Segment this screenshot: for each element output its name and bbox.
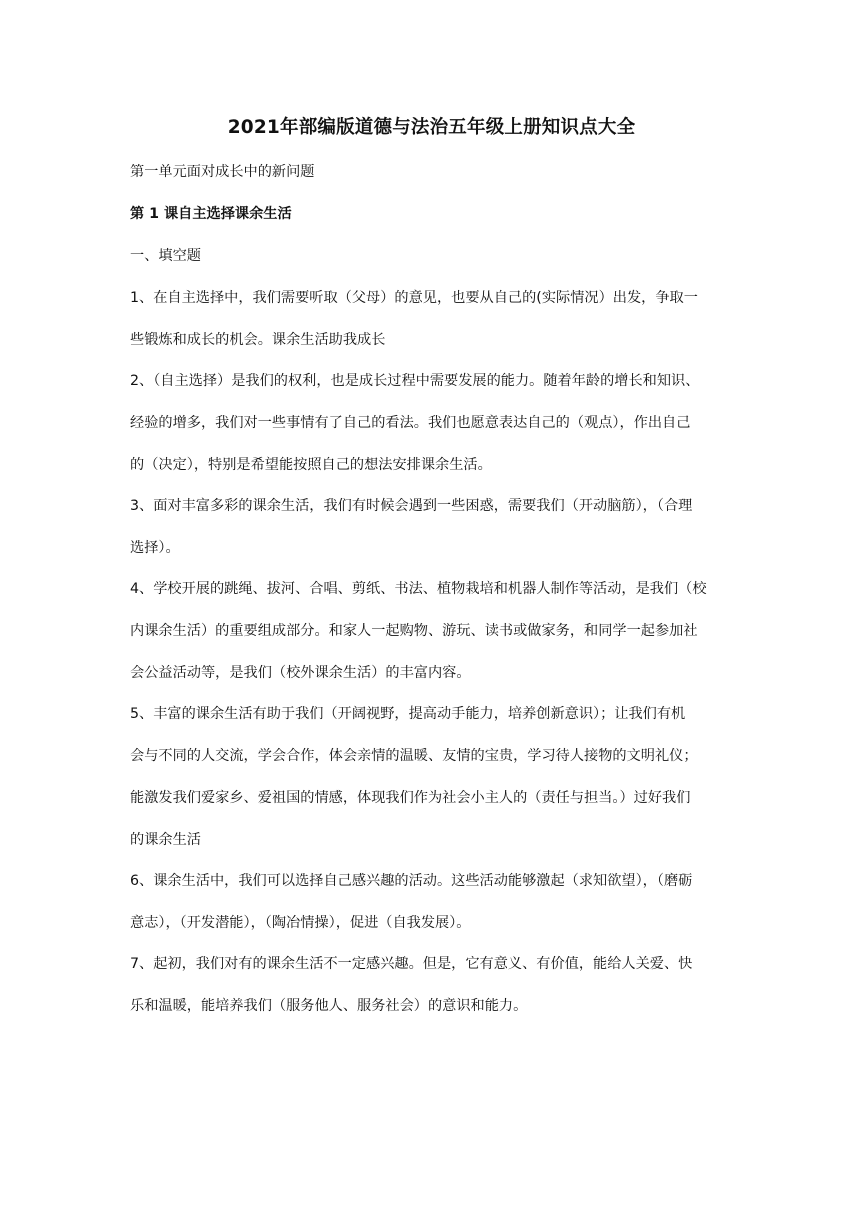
question-item-1 (130, 288, 733, 350)
question-line: 3、面对丰富多彩的课余生活，我们有时候会遇到一些困惑，需要我们（开动脑筋），（合理 (130, 498, 693, 514)
question-line: 的（决定），特别是希望能按照自己的想法安排课余生活。 (130, 457, 492, 473)
question-line: 些锻炼和成长的机会。课余生活助我成长 (130, 332, 386, 348)
question-line: 1、在自主选择中，我们需要听取（父母）的意见，也要从自己的(实际情况）出发，争取一 (130, 290, 698, 306)
question-line: 选择）。 (130, 540, 180, 556)
question-line: 会与不同的人交流，学会合作，体会亲情的温暖、友情的宝贵，学习待人接物的文明礼仪； (130, 748, 698, 764)
question-item-6 (130, 871, 733, 933)
question-line: 4、学校开展的跳绳、拔河、合唱、剪纸、书法、植物栽培和机器人制作等活动，是我们（校 (130, 581, 707, 597)
lesson-heading: 第 1 课自主选择课余生活 (130, 206, 292, 222)
question-line: 会公益活动等，是我们（校外课余生活）的丰富内容。 (130, 665, 471, 681)
section-heading: 一、填空题 (130, 248, 201, 264)
question-line: 意志），（开发潜能），（陶冶情操），促进（自我发展）。 (130, 915, 471, 931)
question-line: 7、起初，我们对有的课余生活不一定感兴趣。但是，它有意义、有价值，能给人关爱、快 (130, 956, 693, 972)
question-line: 的课余生活 (130, 832, 201, 848)
question-line: 5、丰富的课余生活有助于我们（开阔视野，提高动手能力，培养创新意识）；让我们有机 (130, 706, 686, 722)
question-line: 内课余生活）的重要组成部分。和家人一起购物、游玩、读书或做家务，和同学一起参加社 (130, 623, 698, 639)
question-line: 6、课余生活中，我们可以选择自己感兴趣的活动。这些活动能够激起（求知欲望），（磨砺 (130, 873, 693, 889)
document-title: 2021年部编版道德与法治五年级上册知识点大全 (227, 117, 636, 138)
question-line: 能激发我们爱家乡、爱祖国的情感，体现我们作为社会小主人的（责任与担当。）过好我们 (130, 790, 691, 806)
question-item-4 (130, 579, 733, 683)
question-line: 2、（自主选择）是我们的权利，也是成长过程中需要发展的能力。随着年龄的增长和知识、 (130, 373, 700, 389)
question-item-2 (130, 371, 733, 475)
question-item-7 (130, 954, 733, 1016)
question-item-5 (130, 704, 733, 850)
question-line: 乐和温暖，能培养我们（服务他人、服务社会）的意识和能力。 (130, 998, 528, 1014)
question-line: 经验的增多，我们对一些事情有了自己的看法。我们也愿意表达自己的（观点），作出自己 (130, 415, 691, 431)
question-item-3 (130, 496, 733, 558)
unit-heading: 第一单元面对成长中的新问题 (130, 164, 315, 180)
